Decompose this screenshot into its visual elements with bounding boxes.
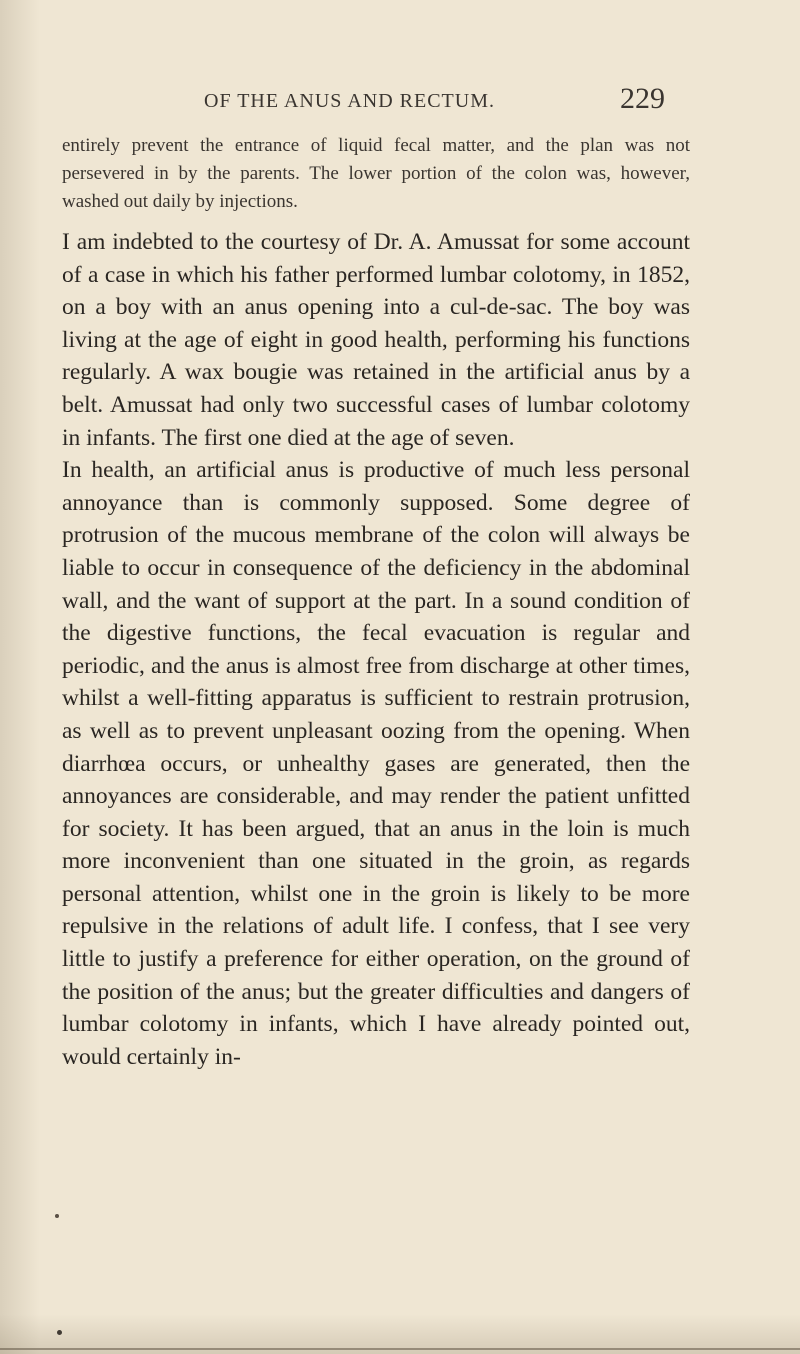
- page-number: 229: [620, 82, 665, 115]
- paragraph-amussat-case: I am indebted to the courtesy of Dr. A. Amussat for some account of a case in which his father performed lumbar colotomy, in 1852, on a boy with an anus opening into a cul-de-sac. The boy was living at the age of eight in good health, performing his functions regularly. A wax bougie was retained in the artificial anus by a belt. Amussat had only two successful cases of lumbar colotomy in infants. The first one died at the age of seven.: [62, 229, 690, 451]
- running-head: OF THE ANUS AND RECTUM.: [204, 90, 495, 112]
- paragraph-artificial-anus: In health, an artificial anus is productive of much less personal annoyance than is commonly supposed. Some degree of protrusion of the mucous membrane of the colon will always be liable to occur in consequence of the deficiency in the abdominal wall, and the want of support at the part. In a sound condition of the digestive functions, the fecal evacuation is regular and periodic, and the anus is almost free from discharge at other times, whilst a well-fitting apparatus is sufficient to restrain protrusion, as well as to prevent unpleasant oozing from the opening. When diarrhœa occurs, or unhealthy gases are generated, then the annoyances are considerable, and may render the patient unfitted for society. It has been argued, that an anus in the loin is much more inconvenient than one situated in the groin, as regards personal attention, whilst one in the groin is likely to be more repulsive in the relations of adult life. I confess, that I see very little to justify a preference for either operation, on the ground of the position of the anus; but the greater difficulties and dangers of lumbar colotomy in infants, which I have already pointed out, would certainly in-: [62, 457, 690, 1070]
- page-edge-shadow: [0, 0, 40, 1354]
- body-text: [62, 132, 690, 1073]
- page-bottom-edge: [0, 1348, 800, 1350]
- continuation-paragraph: entirely prevent the entrance of liquid fecal matter, and the plan was not persevered in by the parents. The lower portion of the colon was, however, washed out daily by injections.: [62, 135, 690, 212]
- page-header: [0, 80, 800, 120]
- margin-mark: [55, 1214, 59, 1218]
